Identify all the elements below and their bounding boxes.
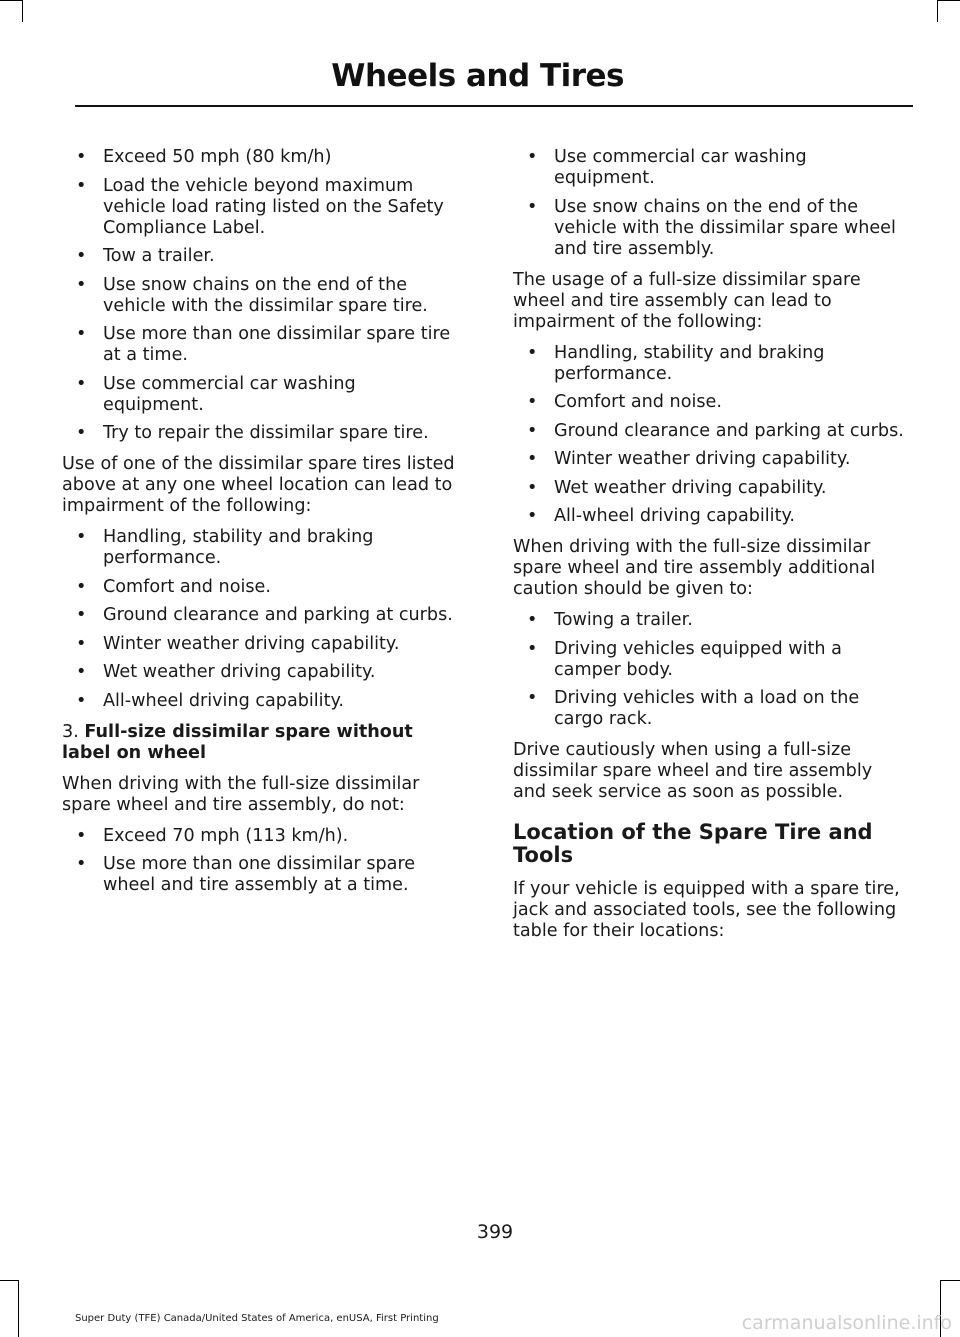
left-bullet-list-3: [62, 826, 457, 897]
edition-footer: Super Duty (TFE) Canada/United States of America, enUSA, First Printing: [75, 1313, 439, 1324]
watermark: carmanualsonline.info: [741, 1312, 952, 1334]
list-item: • Winter weather driving capability.: [62, 634, 457, 655]
list-item: • Comfort and noise.: [62, 577, 457, 598]
list-item: • Ground clearance and parking at curbs.: [62, 605, 457, 626]
list-item: • Use commercial car washing equipment.: [513, 147, 908, 189]
list-item: • All-wheel driving capability.: [62, 691, 457, 712]
crop-mark: [18, 1280, 19, 1337]
page-title: Wheels and Tires: [331, 58, 624, 94]
crop-mark: [0, 0, 22, 1]
list-item: • Use snow chains on the end of the vehicle with the dissimilar spare tire.: [62, 275, 457, 317]
paragraph: Use of one of the dissimilar spare tires listed above at any one wheel location can lead to impairment of the following:: [62, 454, 455, 516]
paragraph: Drive cautiously when using a full-size dissimilar spare wheel and tire assembly and seek service as soon as possible.: [513, 740, 873, 802]
paragraph: When driving with the full-size dissimilar spare wheel and tire assembly additional caution should be given to:: [513, 537, 876, 599]
list-item: • All-wheel driving capability.: [513, 506, 908, 527]
list-item: • Driving vehicles with a load on the cargo rack.: [513, 688, 908, 730]
right-bullet-list-2: [513, 343, 908, 528]
crop-mark: [938, 0, 960, 1]
list-item: • Wet weather driving capability.: [513, 478, 908, 499]
list-item: • Driving vehicles equipped with a camper body.: [513, 639, 908, 681]
paragraph: When driving with the full-size dissimilar spare wheel and tire assembly, do not:: [62, 773, 420, 815]
header-divider: [75, 105, 913, 107]
list-item: • Use more than one dissimilar spare wheel and tire assembly at a time.: [62, 854, 457, 896]
crop-mark: [941, 1280, 960, 1281]
left-column: [62, 147, 457, 906]
page-number: 399: [476, 1221, 514, 1243]
list-item: • Use snow chains on the end of the vehicle with the dissimilar spare wheel and tire assembly.: [513, 197, 908, 260]
list-item: • Try to repair the dissimilar spare tire.: [62, 423, 457, 444]
crop-mark: [0, 1280, 18, 1281]
left-bullet-list-2: [62, 527, 457, 712]
list-item: • Towing a trailer.: [513, 610, 908, 631]
paragraph: If your vehicle is equipped with a spare tire, jack and associated tools, see the following table for their locations:: [513, 879, 900, 941]
right-column: [513, 147, 908, 952]
list-item: • Exceed 50 mph (80 km/h): [62, 147, 457, 168]
crop-mark: [937, 0, 938, 22]
crop-mark: [22, 0, 23, 22]
step-heading: [62, 722, 457, 764]
list-item: • Load the vehicle beyond maximum vehicle load rating listed on the Safety Compliance Label.: [62, 176, 457, 239]
list-item: • Use more than one dissimilar spare tire at a time.: [62, 324, 457, 366]
right-bullet-list-1: [513, 147, 908, 260]
list-item: • Winter weather driving capability.: [513, 449, 908, 470]
step-number: 3.: [62, 721, 79, 742]
list-item: • Use commercial car washing equipment.: [62, 374, 457, 416]
list-item: • Tow a trailer.: [62, 246, 457, 267]
paragraph: The usage of a full-size dissimilar spare wheel and tire assembly can lead to impairment of the following:: [513, 269, 861, 332]
list-item: • Ground clearance and parking at curbs.: [513, 421, 908, 442]
list-item: • Handling, stability and braking performance.: [513, 343, 908, 385]
list-item: • Comfort and noise.: [513, 392, 908, 413]
list-item: • Handling, stability and braking performance.: [62, 527, 457, 569]
list-item: • Wet weather driving capability.: [62, 662, 457, 683]
right-bullet-list-3: [513, 610, 908, 730]
step-title: Full-size dissimilar spare without label on wheel: [62, 721, 413, 763]
list-item: • Exceed 70 mph (113 km/h).: [62, 826, 457, 847]
section-heading: Location of the Spare Tire and Tools: [513, 820, 873, 867]
left-bullet-list-1: [62, 147, 457, 444]
